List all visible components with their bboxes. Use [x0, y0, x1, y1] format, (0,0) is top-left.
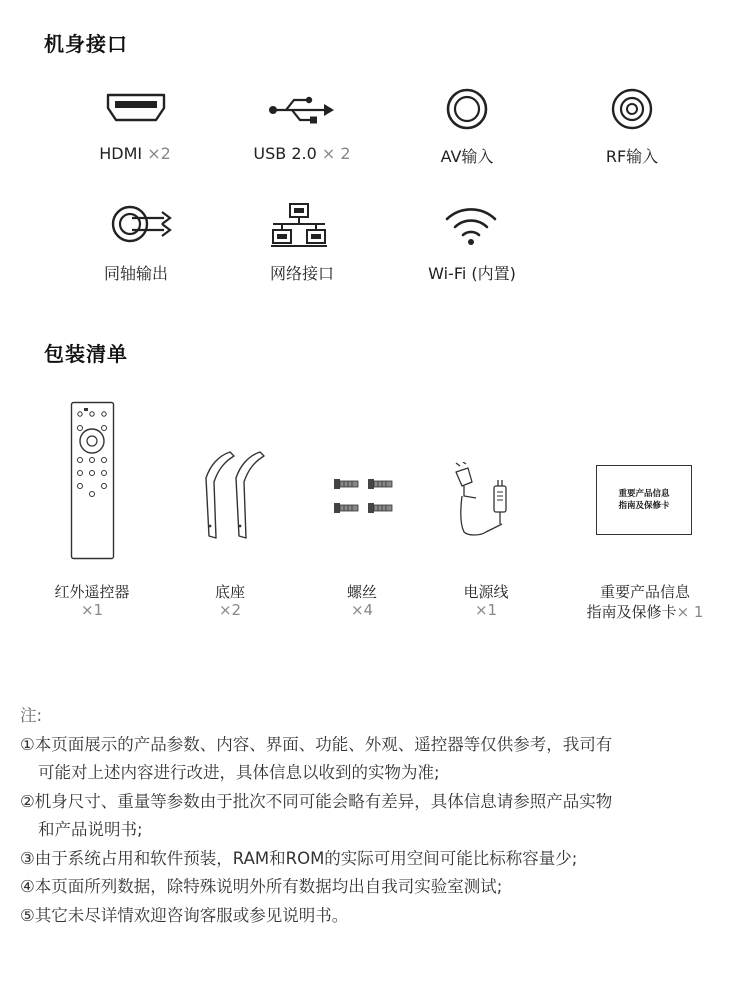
interface-label-hdmi: HDMI ×2 [99, 144, 171, 163]
notes-heading: 注: [20, 706, 43, 725]
note-4: ④本页面所列数据，除特殊说明外所有数据均出自我司实验室测试; [20, 877, 503, 896]
note-5: ⑤其它未尽详情欢迎咨询客服或参见说明书。 [20, 905, 349, 925]
hdmi-icon [104, 92, 168, 124]
note-1-line2: 可能对上述内容进行改进，具体信息以收到的实物为准; [38, 763, 440, 782]
av-input-icon [445, 87, 489, 131]
interface-label-usb: USB 2.0 × 2 [253, 144, 351, 163]
warranty-card-icon [596, 465, 692, 535]
power-cord-icon [450, 462, 514, 538]
rf-input-icon [610, 87, 654, 131]
wifi-icon [444, 204, 498, 246]
package-item-screws-name: 螺丝 [346, 583, 377, 601]
warranty-card-text-line1: 重要产品信息 [618, 489, 670, 499]
interface-label-coaxial: 同轴输出 [103, 264, 168, 283]
interface-label-rf: RF输入 [605, 147, 659, 166]
note-3: ③由于系统占用和软件预装，RAM和ROM的实际可用空间可能比标称容量少; [20, 848, 578, 868]
package-item-power-cord-count: ×1 [474, 601, 498, 619]
note-1-line1: ①本页面展示的产品参数、内容、界面、功能、外观、遥控器等仅供参考，我司有 [20, 734, 613, 754]
package-item-card-name-line2: 指南及保修卡× 1 [586, 603, 704, 621]
package-item-stand-name: 底座 [214, 583, 245, 601]
remote-control-icon [70, 401, 116, 561]
usb-icon [266, 92, 338, 128]
stand-icon [200, 446, 270, 542]
interface-label-network: 网络接口 [269, 264, 334, 283]
package-item-screws-count: ×4 [350, 601, 374, 619]
package-item-remote-count: ×1 [80, 601, 104, 619]
package-item-stand-count: ×2 [218, 601, 242, 619]
coaxial-output-icon [110, 204, 176, 244]
warranty-card-text-line2: 指南及保修卡 [618, 501, 670, 511]
interfaces-title: 机身接口 [44, 32, 128, 56]
package-item-card-name: 重要产品信息 [599, 583, 690, 601]
interface-label-wifi: Wi-Fi (内置) [428, 264, 516, 283]
note-2-line1: ②机身尺寸、重量等参数由于批次不同可能会略有差异，具体信息请参照产品实物 [20, 791, 613, 811]
package-title: 包装清单 [44, 342, 128, 366]
notes-block [20, 702, 732, 930]
network-port-icon [270, 202, 328, 248]
interface-label-av: AV输入 [440, 147, 494, 166]
package-item-remote-name: 红外遥控器 [54, 583, 130, 601]
package-item-power-cord-name: 电源线 [463, 583, 509, 601]
screws-icon [330, 475, 396, 519]
note-2-line2: 和产品说明书; [38, 820, 143, 839]
